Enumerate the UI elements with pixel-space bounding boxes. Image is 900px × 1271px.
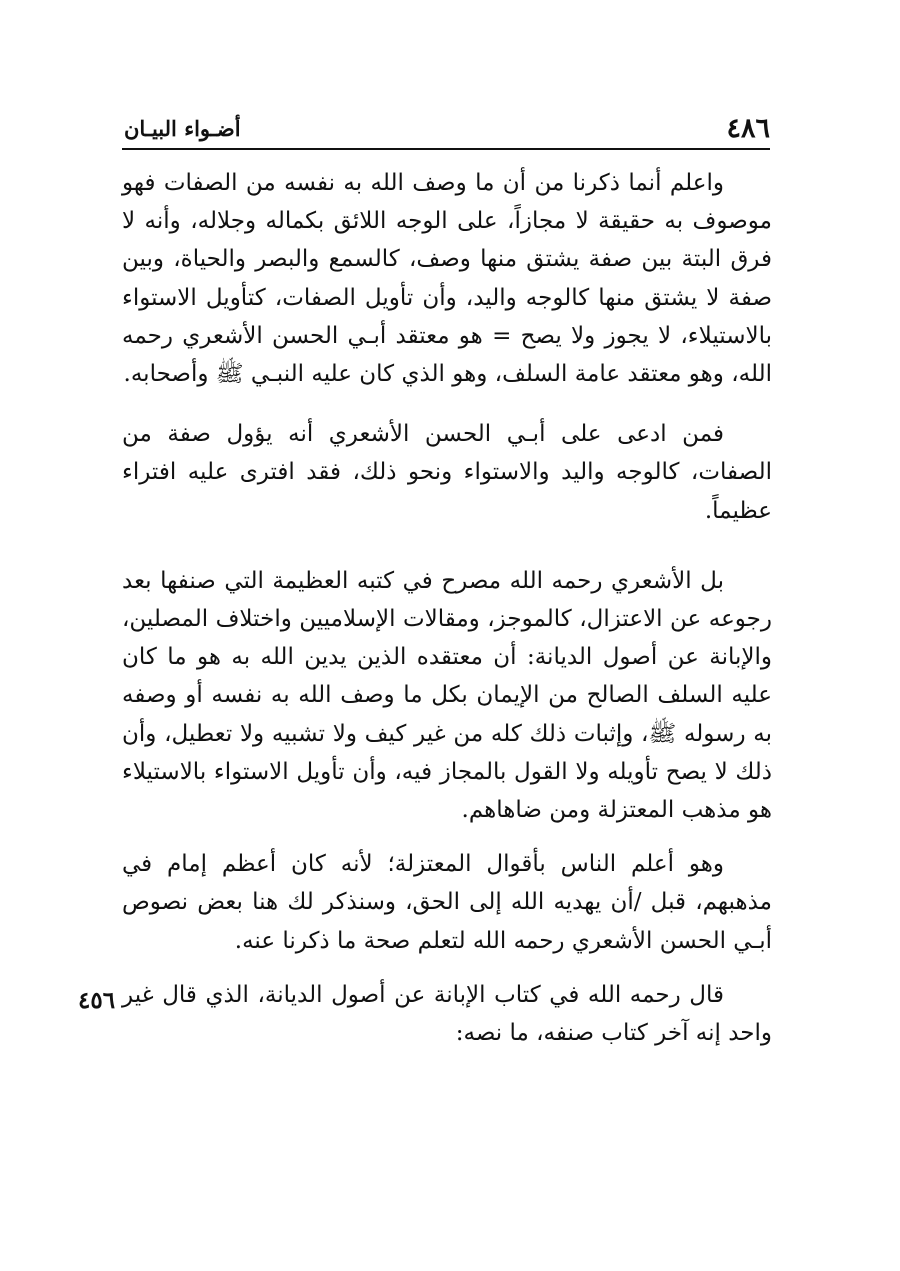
- paragraph-1: واعلم أنما ذكرنا من أن ما وصف الله به نفسه من الصفات فهو موصوف به حقيقة لا مجازاً، على الوجه اللائق بكماله وجلاله، وأنه لا فرق البتة بين صفة يشتق منها وصف، كالسمع والبصر والحياة، وبين صفة لا يشتق منها كالوجه واليد، وأن تأويل الصفات، كتأويل الاستواء بالاستيلاء، لا يجوز ولا يصح = هو معتقد أبـي الحسن الأشعري رحمه الله، وهو معتقد عامة السلف، وهو الذي كان عليه النبـي ﷺ وأصحابه.: [122, 170, 772, 388]
- book-title: أضـواء البيـان: [124, 116, 241, 141]
- paragraph-5: قال رحمه الله في كتاب الإبانة عن أصول الديانة، الذي قال غير واحد إنه آخر كتاب صنفه، ما نصه:: [122, 981, 772, 1047]
- header-divider: [122, 148, 770, 150]
- paragraph-4: وهو أعلم الناس بأقوال المعتزلة؛ لأنه كان أعظم إمام في مذهبهم، قبل /أن يهديه الله إلى الحق، وسنذكر لك هنا بعض نصوص أبـي الحسن الأشعري رحمه الله لتعلم صحة ما ذكرنا عنه.: [122, 851, 772, 954]
- page-body: [122, 164, 772, 1052]
- page-header: [124, 112, 770, 152]
- page-number: ٤٨٦: [726, 113, 770, 144]
- paragraph-3: بل الأشعري رحمه الله مصرح في كتبه العظيمة التي صنفها بعد رجوعه عن الاعتزال، كالموجز، ومقالات الإسلاميين واختلاف المصلين، والإبانة عن أصول الديانة: أن معتقده الذين يدين الله به هو ما كان عليه السلف الصالح من الإيمان بكل ما وصف الله به نفسه أو وصفه به رسوله ﷺ، وإثبات ذلك كله من غير كيف ولا تشبيه ولا تعطيل، وأن ذلك لا يصح تأويله ولا القول بالمجاز فيه، وأن تأويل الاستواء بالاستيلاء هو مذهب المعتزلة ومن ضاهاهم.: [122, 567, 772, 824]
- paragraph-2: فمن ادعى على أبـي الحسن الأشعري أنه يؤول صفة من الصفات، كالوجه واليد والاستواء ونحو ذلك، فقد افترى عليه افتراء عظيماً.: [122, 421, 772, 524]
- margin-page-reference: ٤٥٦: [78, 987, 116, 1014]
